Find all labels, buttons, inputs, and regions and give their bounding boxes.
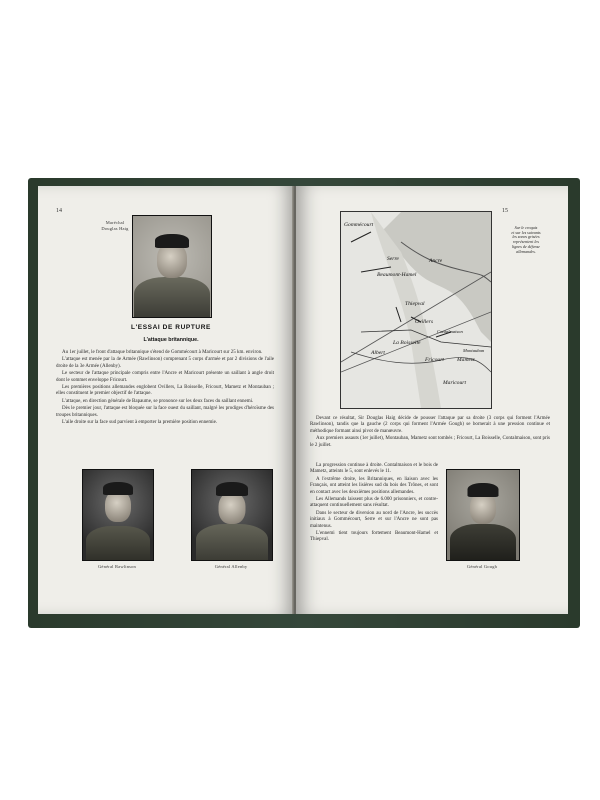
- portrait-caption-gough: Général Gough: [466, 564, 498, 569]
- map-label-ovillers: Ovillers: [415, 319, 434, 325]
- page-number: 14: [56, 208, 62, 214]
- section-heading: L'ESSAI DE RUPTURE: [131, 324, 211, 331]
- left-body-text: Au 1er juillet, le front d'attaque britannique s'étend de Gommécourt à Maricourt sur 25 km. environ. L'attaque est menée par la 4e Armée (Rawlinson) comprenant 5 corps d'armée et par 2 divisions de l'aile droite de la 3e Armée (Allenby). Le secteur de l'attaque principale compris entre l'Ancre et Maricourt présente un saillant à angle droit dont le sommet enveloppe Fricourt. Les premières positions allemandes englobent Ovillers, La Boisselle, Fricourt, Mametz et Montauban ; elles constituent le premier objectif de l'attaque. L'attaque, en direction générale de Bapaume, se prononce sur les deux faces du saillant ennemi. Dès le premier jour, l'attaque est bloquée sur la face ouest du saillant, malgré les prodiges d'héroïsme des troupes britanniques. L'aile droite sur la face sud parvient à emporter la première position ennemie.: [56, 350, 274, 426]
- map-label-serre: Serre: [387, 256, 399, 262]
- portrait-caption-allenby: Général Allenby: [214, 564, 248, 569]
- portrait-haig: [132, 215, 212, 318]
- map-label-fricourt: Fricourt: [425, 357, 444, 363]
- portrait-caption-haig: Maréchal Douglas Haig: [101, 220, 129, 231]
- page-number: 15: [502, 208, 508, 214]
- map-label-beaumont-hamel: Beaumont-Hamel: [377, 272, 417, 278]
- map-label-thiepval: Thiepval: [405, 301, 425, 307]
- map-label-montauban: Montauban: [463, 348, 485, 353]
- map-label-maricourt: Maricourt: [443, 380, 466, 386]
- map-label-mametz: Mametz: [457, 357, 475, 363]
- portrait-caption-rawlinson: Général Rawlinson: [97, 564, 137, 569]
- section-subheading: L'attaque britannique.: [143, 337, 199, 343]
- map-legend: Sur le croquis et sur les suivants les zones grisées représentent les lignes de défense allemandes.: [511, 225, 541, 254]
- somme-battle-map: [340, 211, 492, 409]
- map-label-contalmaison: Contalmaison: [437, 329, 463, 334]
- left-page: [38, 186, 294, 614]
- portrait-gough: [446, 469, 520, 561]
- right-body-text-top: Devant ce résultat, Sir Douglas Haig décide de pousser l'attaque par sa droite (3 corps qui forment l'Armée Rawlinson), tandis que la gauche (2 corps qui forment l'Armée Gough) se bornerait à une pression continue et méthodique formant ainsi pivot de manœuvre. Aux premiers assauts (1er juillet), Montauban, Mametz sont tombés ; Fricourt, La Boisselle, Contalmaison, sont pris le 2 juillet.: [310, 416, 550, 448]
- map-label-la-boisselle: La Boisselle: [393, 340, 421, 346]
- portrait-allenby: [191, 469, 273, 561]
- right-page: [296, 186, 568, 614]
- right-body-text-column: La progression continue à droite. Contalmaison et le bois de Mametz, atteints le 5, sont enlevés le 11. A l'extrême droite, les Britanniques, en liaison avec les Français, ont atteint les lisières sud du bois des Trônes, et sont en contact avec les deuxièmes positions allemandes. Les Allemands laissent plus de 6.000 prisonniers, et contre-attaquent continuellement sans résultat. Dans le secteur de diversion au nord de l'Ancre, les succès initiaux à Gommécourt, Serre et sur l'Ancre ne sont pas maintenus. L'ennemi tient toujours fortement Beaumont-Hamel et Thiepval.: [310, 463, 438, 543]
- map-label-albert: Albert: [371, 350, 385, 356]
- map-label-gommecourt: Gommécourt: [344, 222, 374, 228]
- map-label-ancre: Ancre: [429, 258, 443, 264]
- portrait-rawlinson: [82, 469, 154, 561]
- map-lines: [341, 212, 491, 408]
